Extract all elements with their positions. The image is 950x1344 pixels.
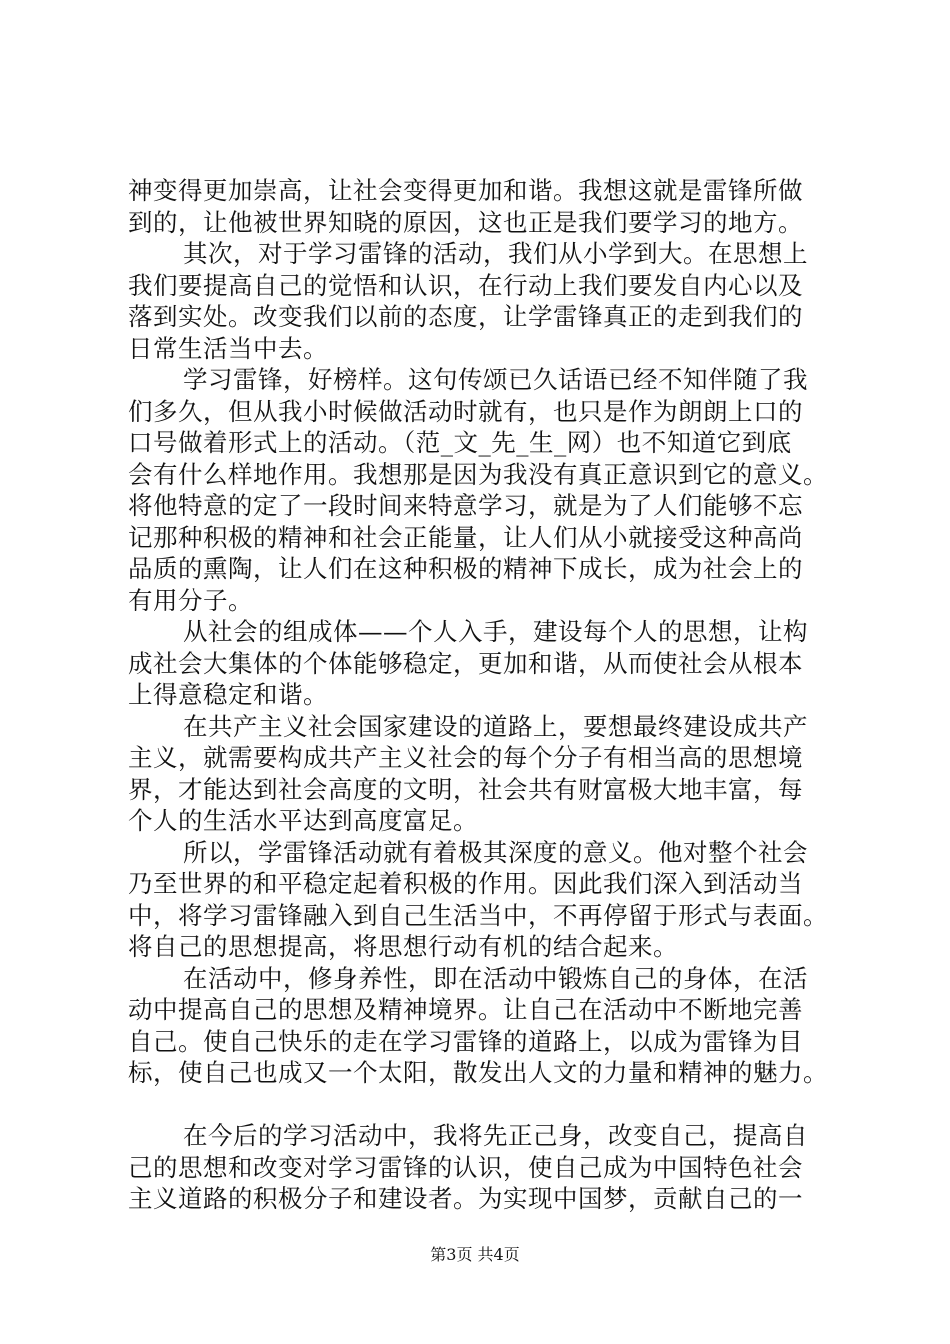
text-line: 在共产主义社会国家建设的道路上，要想最终建设成共产 bbox=[183, 711, 808, 741]
page-footer: 第3页 共4页 bbox=[430, 1245, 520, 1264]
text-line: 主义道路的积极分子和建设者。为实现中国梦，贡献自己的一 bbox=[128, 1184, 803, 1213]
text-line: 落到实处。改变我们以前的态度，让学雷锋真正的走到我们的 bbox=[128, 302, 803, 331]
text-line: 标，使自己也成又一个太阳，散发出人文的力量和精神的魅力。 bbox=[128, 1058, 828, 1087]
text-line: 在活动中，修身养性，即在活动中锻炼自己的身体，在活 bbox=[183, 963, 808, 993]
text-line: 自己。使自己快乐的走在学习雷锋的道路上，以成为雷锋为目 bbox=[128, 1026, 803, 1056]
blank-line bbox=[128, 1089, 830, 1121]
text-line: 将他特意的定了一段时间来特意学习，就是为了人们能够不忘 bbox=[128, 491, 803, 520]
text-line: 到的，让他被世界知晓的原因，这也正是我们要学习的地方。 bbox=[128, 207, 803, 237]
text-line: 界，才能达到社会高度的文明，社会共有财富极大地丰富，每 bbox=[128, 774, 803, 804]
text-line: 个人的生活水平达到高度富足。 bbox=[128, 806, 478, 835]
text-line: 口号做着形式上的活动。（范_文_先_生_网）也不知道它到底 bbox=[128, 428, 792, 457]
text-line: 在今后的学习活动中，我将先正己身，改变自己，提高自 bbox=[183, 1121, 808, 1150]
text-line: 有用分子。 bbox=[128, 585, 253, 615]
text-line: 从社会的组成体——个人入手，建设每个人的思想，让构 bbox=[183, 617, 808, 646]
text-line: 动中提高自己的思想及精神境界。让自己在活动中不断地完善 bbox=[128, 995, 803, 1024]
text-line: 所以，学雷锋活动就有着极其深度的意义。他对整个社会 bbox=[183, 837, 808, 867]
text-line: 成社会大集体的个体能够稳定，更加和谐，从而使社会从根本 bbox=[128, 648, 803, 678]
text-line: 上得意稳定和谐。 bbox=[128, 680, 328, 709]
text-line: 乃至世界的和平稳定起着积极的作用。因此我们深入到活动当 bbox=[128, 869, 803, 898]
text-line: 品质的熏陶，让人们在这种积极的精神下成长，成为社会上的 bbox=[128, 554, 803, 583]
text-line: 我们要提高自己的觉悟和认识，在行动上我们要发自内心以及 bbox=[128, 270, 803, 300]
text-line: 其次，对于学习雷锋的活动，我们从小学到大。在思想上 bbox=[183, 239, 808, 268]
text-line: 将自己的思想提高，将思想行动有机的结合起来。 bbox=[128, 932, 678, 961]
text-line: 己的思想和改变对学习雷锋的认识，使自己成为中国特色社会 bbox=[128, 1152, 803, 1182]
text-line: 日常生活当中去。 bbox=[128, 333, 328, 363]
text-line: 神变得更加崇高，让社会变得更加和谐。我想这就是雷锋所做 bbox=[128, 176, 803, 205]
text-line: 中，将学习雷锋融入到自己生活当中，不再停留于形式与表面。 bbox=[128, 900, 828, 930]
text-line: 主义，就需要构成共产主义社会的每个分子有相当高的思想境 bbox=[128, 743, 803, 772]
text-line: 学习雷锋，好榜样。这句传颂已久话语已经不知伴随了我 bbox=[183, 365, 808, 394]
text-line: 记那种积极的精神和社会正能量，让人们从小就接受这种高尚 bbox=[128, 522, 803, 552]
text-line: 会有什么样地作用。我想那是因为我没有真正意识到它的意义。 bbox=[128, 459, 828, 489]
text-line: 们多久，但从我小时候做活动时就有，也只是作为朗朗上口的 bbox=[128, 396, 803, 426]
document-body bbox=[128, 175, 830, 1215]
